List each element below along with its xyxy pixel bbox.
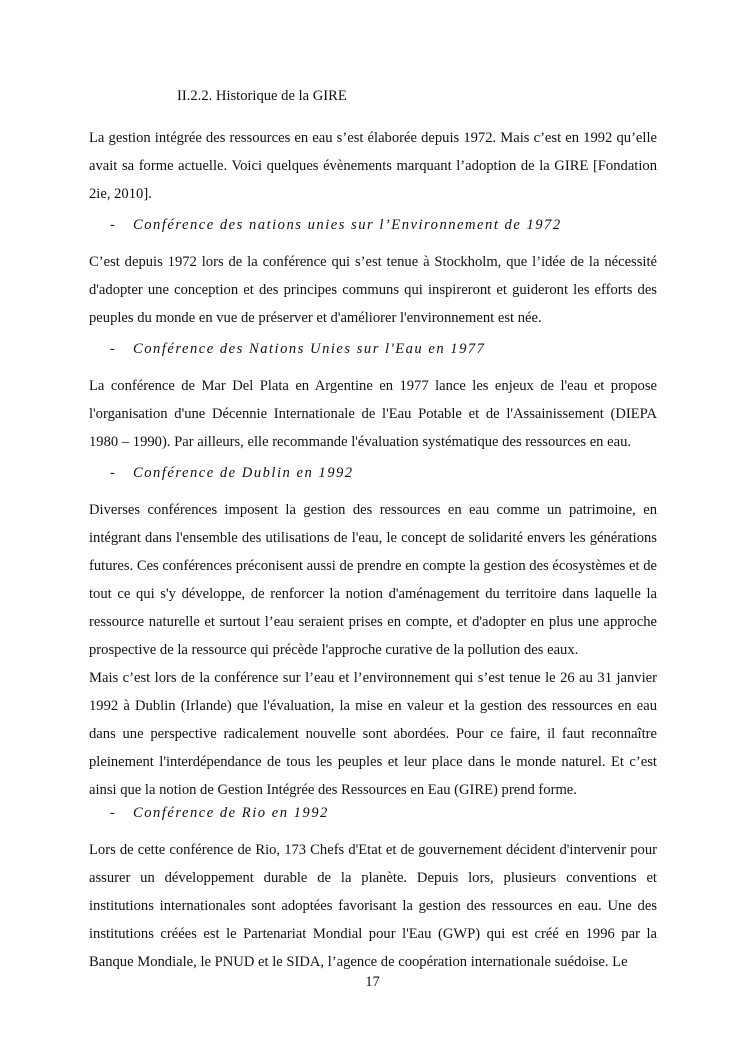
bullet-item-stockholm [110,217,562,234]
bullet-item-dublin [110,465,354,482]
bullet-text: Conférence de Dublin en 1992 [133,465,354,481]
bullet-dash: - [110,341,115,357]
bullet-dash: - [110,465,115,481]
bullet-dash: - [110,805,115,821]
bullet-text: Conférence des Nations Unies sur l'Eau en 1977 [133,341,486,357]
bullet-text: Conférence de Rio en 1992 [133,805,329,821]
paragraph-dublin-1: Diverses conférences imposent la gestion des ressources en eau comme un patrimoine, en intégrant dans l'ensemble des utilisations de l'eau, le concept de solidarité envers les générations futures. Ces conférences préconisent aussi de prendre en compte la gestion des écosystèmes et de tout ce qui s'y développe, de renforcer la notion d'aménagement du territoire dans laquelle la ressource naturelle et surtout l’eau seraient prises en compte, et d'adopter en plus une approche prospective de la ressource qui précède l'approche curative de la pollution des eaux. [89,502,657,659]
bullet-text: Conférence des nations unies sur l’Environnement de 1972 [133,217,562,233]
intro-paragraph: La gestion intégrée des ressources en eau s’est élaborée depuis 1972. Mais c’est en 1992 qu’elle avait sa forme actuelle. Voici quelques évènements marquant l’adoption de la GIRE [Fondation 2ie, 2010]. [89,130,657,203]
paragraph-stockholm: C’est depuis 1972 lors de la conférence qui s’est tenue à Stockholm, que l’idée de la nécessité d'adopter une conception et des principes communs qui inspireront et guideront les efforts des peuples du monde en vue de préserver et d'améliorer l'environnement est née. [89,254,657,327]
bullet-item-mar-del-plata [110,341,485,358]
paragraph-dublin-2: Mais c’est lors de la conférence sur l’eau et l’environnement qui s’est tenue le 26 au 31 janvier 1992 à Dublin (Irlande) que l'évaluation, la mise en valeur et la gestion des ressources en eau dans une perspective radicalement nouvelle sont abordées. Pour ce faire, il faut reconnaître pleinement l'interdépendance de tous les peuples et leur place dans le monde naturel. Et c’est ainsi que la notion de Gestion Intégrée des Ressources en Eau (GIRE) prend forme. [89,670,657,799]
paragraph-rio: Lors de cette conférence de Rio, 173 Chefs d'Etat et de gouvernement décident d'intervenir pour assurer un développement durable de la planète. Depuis lors, plusieurs conventions et institutions internationales sont adoptées favorisant la gestion des ressources en eau. Une des institutions créées est le Partenariat Mondial pour l'Eau (GWP) qui est créé en 1996 par la Banque Mondiale, le PNUD et le SIDA, l’agence de coopération internationale suédoise. Le [89,842,657,971]
page-number: 17 [365,974,380,990]
paragraph-mar-del-plata: La conférence de Mar Del Plata en Argentine en 1977 lance les enjeux de l'eau et propose l'organisation d'une Décennie Internationale de l'Eau Potable et de l'Assainissement (DIEPA 1980 – 1990). Par ailleurs, elle recommande l'évaluation systématique des ressources en eau. [89,378,657,451]
bullet-item-rio [110,805,329,822]
bullet-dash: - [110,217,115,233]
section-heading: II.2.2. Historique de la GIRE [177,88,347,104]
